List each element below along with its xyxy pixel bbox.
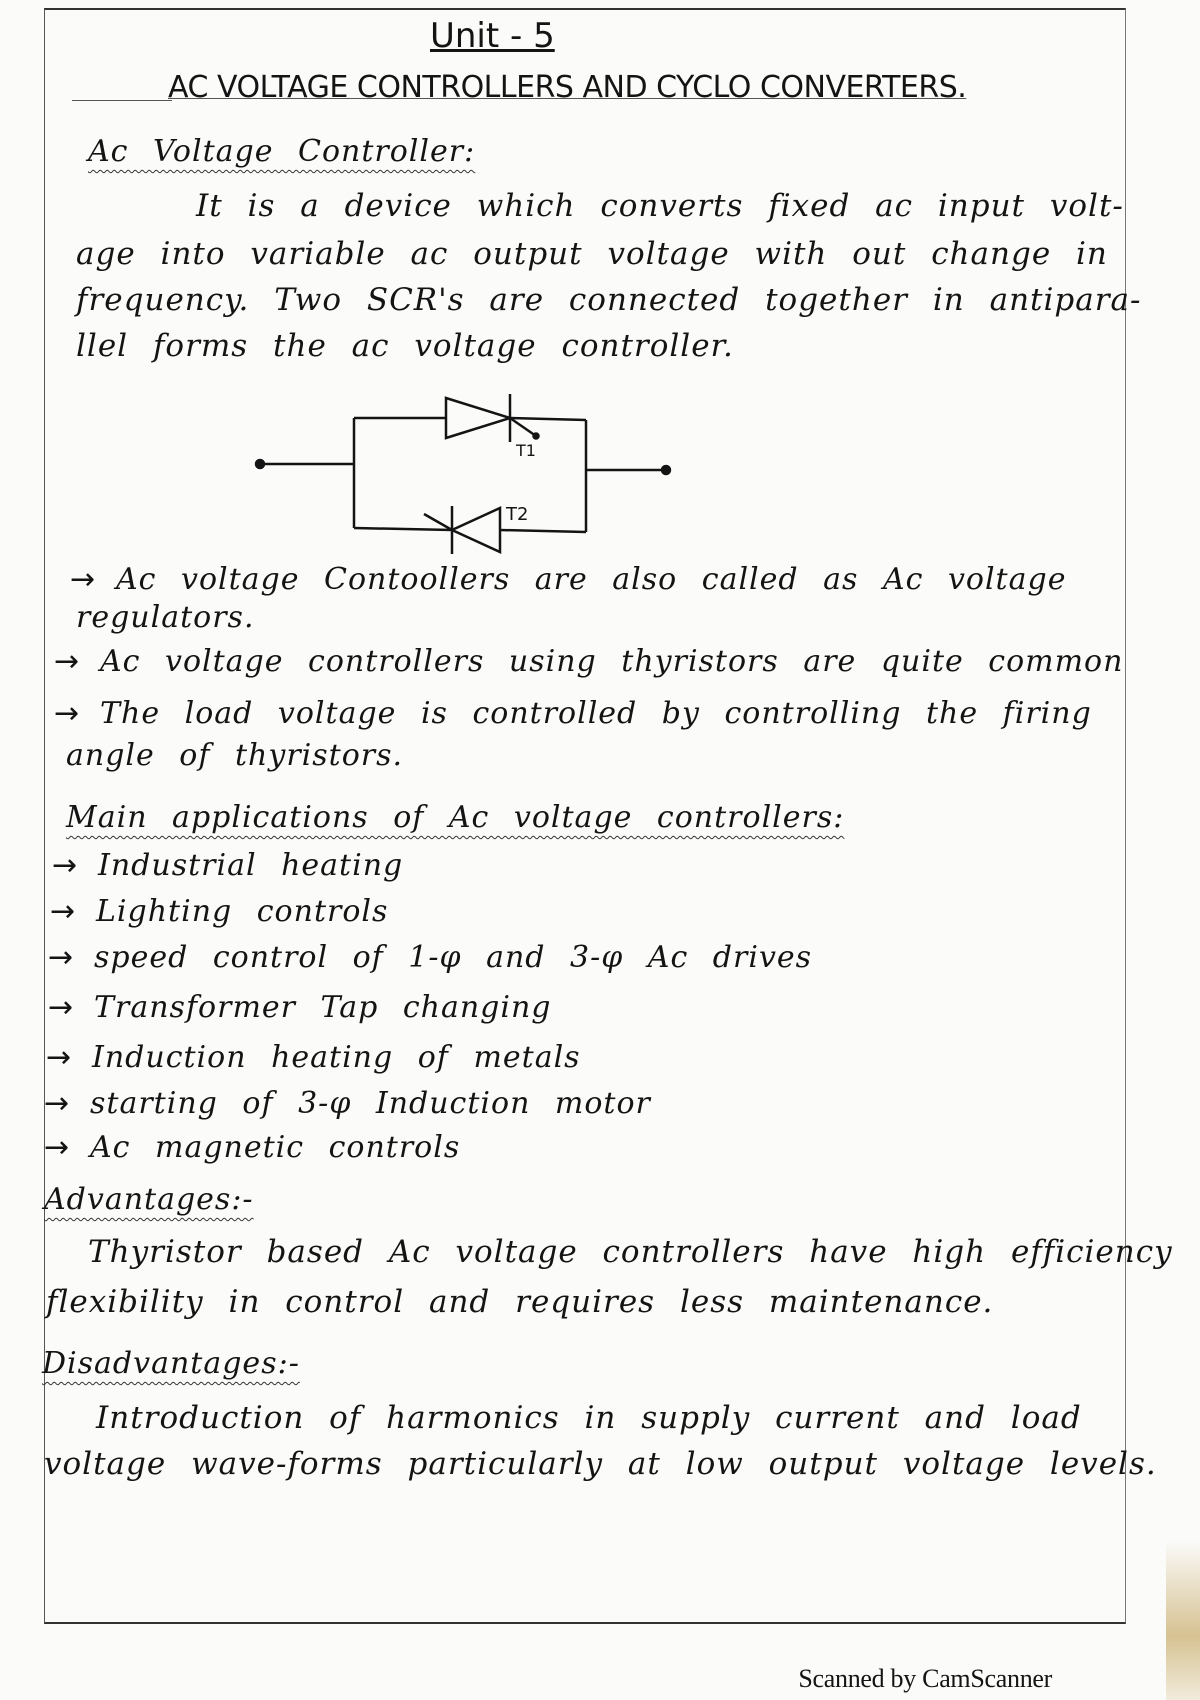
advantages-line-2: flexibility in control and requires less maintenance. bbox=[46, 1284, 994, 1320]
application-item: → Lighting controls bbox=[50, 894, 389, 929]
application-item: → Ac magnetic controls bbox=[44, 1130, 461, 1165]
intro-line-1: It is a device which converts fixed ac input volt- bbox=[196, 188, 1124, 224]
section-heading: Ac Voltage Controller: bbox=[88, 134, 476, 169]
arrow-icon: → bbox=[44, 1086, 71, 1121]
scr-t2-icon bbox=[452, 508, 500, 552]
note-3-line-2: angle of thyristors. bbox=[66, 738, 404, 773]
unit-label: Unit - 5 bbox=[430, 16, 555, 56]
note-3-line-1: → The load voltage is controlled by controlling the firing bbox=[54, 696, 1092, 731]
note-1-line-1: → Ac voltage Contoollers are also called as Ac voltage bbox=[70, 562, 1067, 597]
arrow-icon: → bbox=[70, 562, 97, 597]
intro-line-3: frequency. Two SCR's are connected together in antipara- bbox=[76, 282, 1142, 318]
paper-edge-stain bbox=[1166, 1540, 1200, 1700]
arrow-icon: → bbox=[48, 940, 75, 975]
disadvantages-heading: Disadvantages:- bbox=[42, 1346, 300, 1381]
application-item: → Induction heating of metals bbox=[46, 1040, 581, 1075]
title-rule bbox=[72, 100, 172, 101]
arrow-icon: → bbox=[52, 848, 79, 883]
arrow-icon: → bbox=[48, 990, 75, 1025]
application-item: → starting of 3-φ Induction motor bbox=[44, 1086, 651, 1121]
label-t2: T2 bbox=[506, 504, 529, 525]
application-item: → Transformer Tap changing bbox=[48, 990, 552, 1025]
applications-heading: Main applications of Ac voltage controllers: bbox=[66, 800, 845, 835]
note-2: → Ac voltage controllers using thyristors are quite common bbox=[54, 644, 1124, 679]
antiparallel-scr-diagram bbox=[240, 380, 720, 570]
disadvantages-line-1: Introduction of harmonics in supply current and load bbox=[96, 1400, 1082, 1436]
arrow-icon: → bbox=[46, 1040, 73, 1075]
output-terminal-icon bbox=[662, 466, 670, 474]
application-item: → speed control of 1-φ and 3-φ Ac drives bbox=[48, 940, 813, 975]
advantages-heading: Advantages:- bbox=[44, 1182, 254, 1217]
arrow-icon: → bbox=[54, 644, 81, 679]
arrow-icon: → bbox=[54, 696, 81, 731]
note-1-line-2: regulators. bbox=[76, 600, 255, 635]
intro-line-2: age into variable ac output voltage with out change in bbox=[76, 236, 1108, 272]
application-item: → Industrial heating bbox=[52, 848, 404, 883]
advantages-line-1: Thyristor based Ac voltage controllers have high efficiency bbox=[88, 1234, 1173, 1270]
scanner-watermark: Scanned by CamScanner bbox=[798, 1664, 1052, 1693]
arrow-icon: → bbox=[50, 894, 77, 929]
intro-line-4: llel forms the ac voltage controller. bbox=[76, 328, 734, 364]
page-title: AC VOLTAGE CONTROLLERS AND CYCLO CONVERTERS. bbox=[168, 70, 967, 105]
scr-t1-icon bbox=[446, 398, 510, 438]
disadvantages-line-2: voltage wave-forms particularly at low output voltage levels. bbox=[44, 1446, 1157, 1482]
label-t1: T1 bbox=[516, 441, 536, 460]
arrow-icon: → bbox=[44, 1130, 71, 1165]
